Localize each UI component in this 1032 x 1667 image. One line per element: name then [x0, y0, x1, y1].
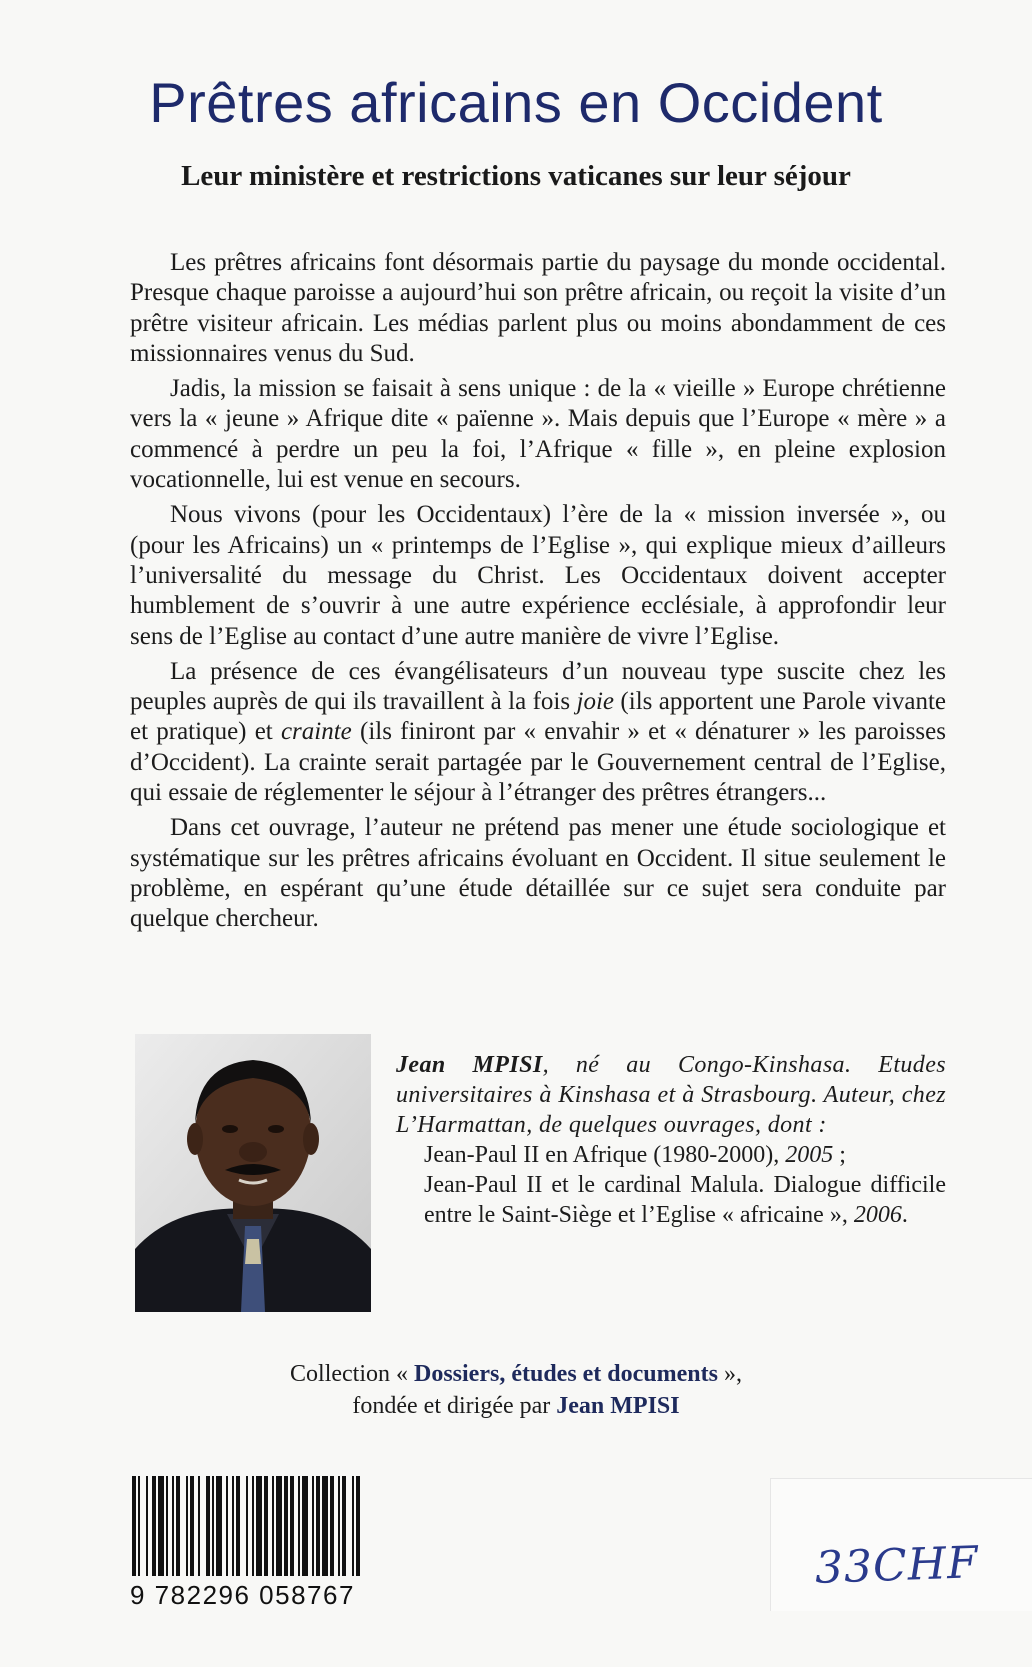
blurb-paragraph-3: Nous vivons (pour les Occidentaux) l’ère de la « mission inversée », ou (pour les Africains) un « printemps de l’Eglise », qui explique mieux d’ailleurs l’universalité du message du Christ. Les Occidentaux doivent accepter humblement de s’ouvrir à une autre expérience ecclésiale, à approfondir leur sens de l’Eglise au contact d’une autre manière de vivre l’Eglise.	[130, 501, 946, 650]
author-bio	[396, 1050, 946, 1140]
book-title: Prêtres africains en Occident	[149, 71, 883, 134]
blurb-paragraph-2: Jadis, la mission se faisait à sens unique : de la « vieille » Europe chrétienne vers la « jeune » Afrique dite « païenne ». Mais depuis que l’Europe « mère » a commencé à perdre un peu la foi, l’Afrique « fille », en pleine explosion vocationnelle, lui est venue en secours.	[130, 375, 946, 494]
author-bio-text: , né au Congo-Kinshasa. Etudes universitaires à Kinshasa et à Strasbourg. Auteur, chez L’Harmattan, de quelques ouvrages, dont :	[396, 1052, 947, 1138]
isbn-digits: 9 782296 058767	[130, 1580, 355, 1610]
work-2-title: Jean-Paul II et le cardinal Malula. Dialogue difficile entre le Saint-Siège et l’Eglise « africaine »,	[424, 1172, 946, 1228]
collection-suffix: »,	[717, 1361, 742, 1387]
handwritten-price: 33CHF	[814, 1537, 980, 1594]
blurb-paragraph-4	[130, 657, 946, 808]
collection-name: Dossiers, études et documents	[414, 1361, 718, 1387]
author-work-1	[424, 1140, 946, 1170]
book-subtitle: Leur ministère et restrictions vaticanes sur leur séjour	[181, 160, 851, 192]
author-work-2	[424, 1170, 946, 1230]
work-1-year: 2005	[785, 1142, 834, 1168]
p4-text-c: (ils finiront par « envahir » et « dénaturer » les paroisses d’Occident). La crainte serait partagée par le Gouvernement central de l’Eglise, qui essaie de réglementer le séjour à l’étranger des prêtres étrangers...	[130, 718, 946, 807]
author-works	[424, 1140, 946, 1230]
collection-prefix: Collection «	[290, 1361, 414, 1387]
isbn-barcode	[130, 1476, 448, 1576]
p4-emphasis-joie: joie	[576, 688, 615, 716]
work-2-end: .	[901, 1202, 908, 1228]
author-name: Jean MPISI	[396, 1052, 543, 1078]
blurb-paragraph-5: Dans cet ouvrage, l’auteur ne prétend pas mener une étude sociologique et systématique sur les prêtres africains évoluant en Occident. Il situe seulement le problème, en espérant qu’une étude détaillée sur ce sujet sera conduite par quelque chercheur.	[130, 814, 946, 933]
collection-line-2	[0, 1390, 1032, 1422]
collection-info	[0, 1358, 1032, 1422]
blurb-paragraph-1: Les prêtres africains font désormais partie du paysage du monde occidental. Presque chaque paroisse a aujourd’hui son prêtre africain, ou reçoit la visite d’un prêtre visiteur africain. Les médias parlent plus ou moins abondamment de ces missionnaires venus du Sud.	[130, 249, 946, 367]
p4-text-a: La présence de ces évangélisateurs d’un nouveau type suscite chez les peuples auprès de qui ils travaillent à la fois	[130, 657, 946, 716]
author-photo	[135, 1034, 371, 1312]
work-1-end: ;	[833, 1142, 846, 1168]
p4-text-b: (ils apportent une Parole vivante et pratique) et	[130, 688, 946, 746]
work-1-title: Jean-Paul II en Afrique (1980-2000),	[424, 1142, 786, 1168]
collection-director: Jean MPISI	[556, 1393, 680, 1419]
author-info	[396, 1050, 946, 1230]
collection-line-1	[0, 1358, 1032, 1390]
p4-emphasis-crainte: crainte	[280, 718, 352, 746]
work-2-year: 2006	[853, 1202, 902, 1228]
collection-founded-by: fondée et dirigée par	[352, 1393, 557, 1419]
blurb	[130, 248, 946, 940]
